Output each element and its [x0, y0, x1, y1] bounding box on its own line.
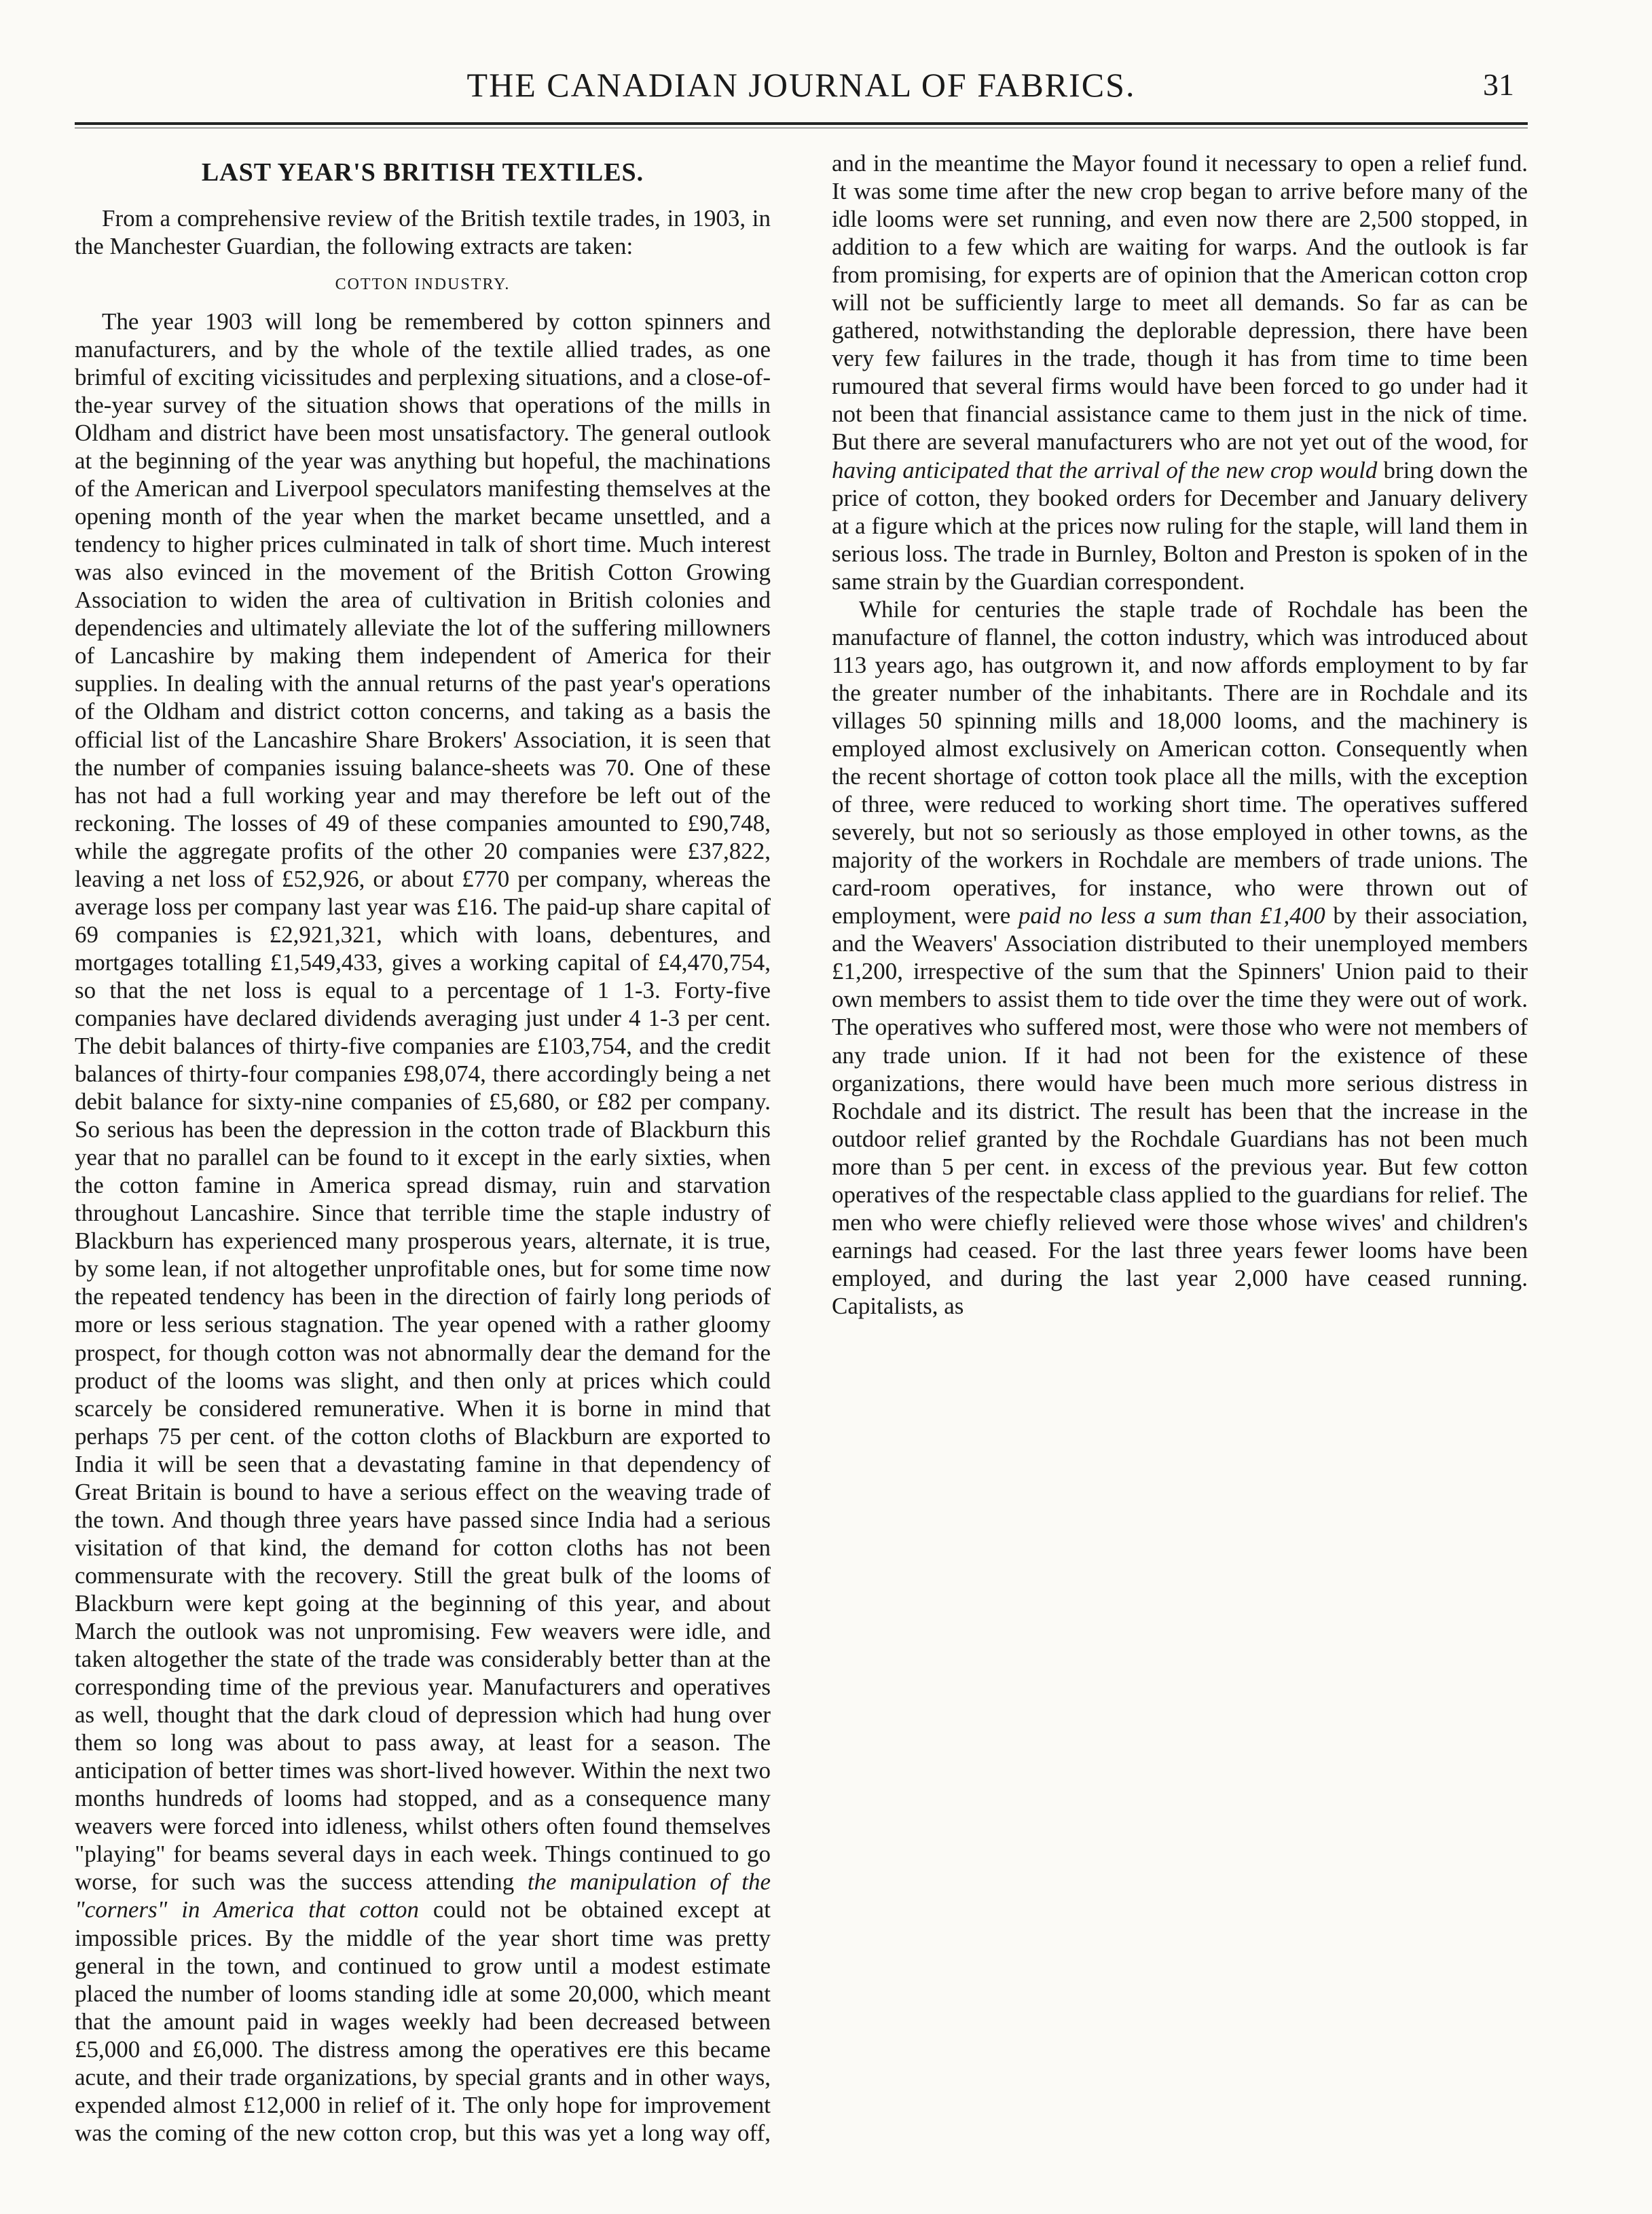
paragraph-2-text: While for centuries the staple trade of Rochdale has been the manufacture of flannel, the cotton industry, which was introduced about 113 years ago, has outgrown it, and now affords employment to by far the greater number of the inhabitants. There are in Rochdale and its villages 50 spinning mills and 18,000 looms, and the machinery is employed almost exclusively on American cotton. Consequently when the recent shortage of cotton took place all the mills, with the exception of three, were reduced to working short time. The operatives suffered severely, but not so seriously as those employed in other towns, as the majority of the workers in Rochdale are members of trade unions. The card-room operatives, for instance, who were thrown out of employment, were — [832, 595, 1528, 929]
running-title: THE CANADIAN JOURNAL OF FABRICS. — [466, 66, 1136, 104]
paragraph-2-text-end: by their association, and the Weavers' Association distributed to their unemployed members £1,200, irrespective of the sum that the Spinners' Union paid to their own members to assist them to tide over the time they were out of work. The operatives who suffered most, were those who were not members of any trade union. If it had not been for the existence of these organizations, there would have been much more serious distress in Rochdale and its district. The result has been that the increase in the outdoor relief granted by the Rochdale Guardians has not been much more than 5 per cent. in excess of the previous year. But few cotton operatives of the respectable class applied to the guardians for relief. The men who were chiefly relieved were those whose wives' and children's earnings had ceased. For the last three years fewer looms have been employed, and during the last year 2,000 have ceased running. Capitalists, as — [832, 902, 1528, 1319]
paragraph-1-italic-2: having anticipated that the arrival of the new crop would — [832, 456, 1378, 483]
article-intro: From a comprehensive review of the British textile trades, in 1903, in the Manchester Guardian, the following extracts are taken: — [75, 204, 771, 259]
paragraph-1-italic: the manipulation of the "corners" in America that cotton — [75, 1868, 771, 1923]
section-heading: COTTON INDUSTRY. — [335, 275, 511, 293]
paragraph-1-text: The year 1903 will long be remembered by cotton spinners and manufacturers, and by the whole of the textile allied trades, as one brimful of exciting vicissitudes and perplexing situations, and a close-of-the-year survey of the situation shows that operations of the mills in Oldham and district have been most unsatisfactory. The general outlook at the beginning of the year was anything but hopeful, the machinations of the American and Liverpool speculators manifesting themselves at the opening month of the year when the market became unsettled, and a tendency to higher prices culminated in talk of short time. Much interest was also evinced in the movement of the British Cotton Growing Association to widen the area of cultivation in British colonies and dependencies and ultimately alleviate the lot of the suffering millowners of Lancashire by making them independent of America for their supplies. In dealing with the annual returns of the past year's operations of the Oldham and district cotton concerns, and taking as a basis the official list of the Lancashire Share Brokers' Association, it is seen that the number of companies issuing balance-sheets was 70. One of these has not had a full working year and may therefore be left out of the reckoning. The losses of 49 of these companies amounted to £90,748, while the aggregate profits of the other 20 companies were £37,822, leaving a net loss of £52,926, or about £770 per company, whereas the average loss per company last year was £16. The paid-up share capital of 69 companies is £2,921,321, which with loans, debentures, and mortgages totalling £1,549,433, gives a working capital of £4,470,754, so that the net loss is equal to a percentage of 1 1-3. Forty-five companies have declared dividends averaging just under 4 1-3 per cent. The debit balances of thirty-five companies are £103,754, and the credit balances of thirty-four companies £98,074, there accordingly being a net debit balance for sixty-nine companies of £5,680, or £82 per company. So serious has been the depression in the cotton trade of Blackburn this year that no parallel can be found to it except in the early sixties, when the cotton famine in America spread dismay, ruin and starvation throughout Lancashire. Since that terrible time the staple industry of Blackburn has experienced many prosperous years, alternate, it is true, by some lean, if not altogether unprofitable ones, but for some time now the repeated tendency has been in the direction of fairly long periods of more or less serious stagnation. The year opened with a rather gloomy prospect, for though cotton was not abnormally dear the demand for the product of the looms was slight, and then only at prices which could scarcely be considered remunerative. When it is borne in mind that perhaps 75 per cent. of the cotton cloths of Blackburn are exported to India it will be seen that a devastating famine in that dependency of Great Britain is bound to have a serious effect on the weaving trade of the town. And though three years have passed since India had a serious visitation of that kind, the demand for cotton cloths has not been commensurate with the recovery. Still the great bulk of the looms of Blackburn were kept going at the beginning of this year, and about March the outlook was not unpromising. Few weavers were idle, and taken altogether the state of the trade was considerably better than at the corresponding time of the previous year. Manufacturers and operatives as well, thought that the dark cloud of depression which had hung over them so long was about to pass away, at least for a season. The anticipation of better times was short-lived however. Within the next two months hundreds of looms had stopped, and as a consequence many weavers were forced into idleness, whilst others often found themselves "playing" for beams several days in each week. Things continued to go worse, for such was the success attending — [75, 308, 771, 1896]
paragraph-1-text-cont: could not be obtained except at impossible prices. By the middle of the year short time was pretty general in the town, and continued to grow until a modest estimate placed the number of looms standing idle at some 20,000, which meant that the amount paid in wages weekly had been decreased between £5,000 and £6,000. The distress among the operatives ere this became acute, and their trade organizations, by special grants and in other ways, expended almost £12,000 in relief of it. The only hope for improvement was the coming of the new cotton crop, but this was yet a long way off, and in the meantime the Mayor found it necessary to open a relief fund. It was some time after the new crop began to arrive before many of the idle looms were set running, and even now there are 2,500 stopped, in addition to a few which are waiting for warps. And the outlook is far from promising, for experts are of opinion that the American cotton crop will not be sufficiently large to meet all demands. So far as can be gathered, notwithstanding the deplorable depression, there have been very few failures in the trade, though it has from time to time been rumoured that several firms would have been forced to go under had it not been that financial assistance came to them just in the nick of time. But there are several manufacturers who are not yet out of the wood, for — [75, 150, 1528, 2146]
page-number: 31 — [1483, 67, 1514, 102]
article-body — [75, 149, 1528, 2159]
header-rule — [75, 122, 1528, 125]
running-header — [75, 61, 1528, 109]
journal-page — [75, 61, 1528, 2166]
paragraph-2 — [832, 595, 1528, 1320]
paragraph-2-italic: paid no less a sum than £1,400 — [1018, 902, 1325, 929]
paragraph-1-text-end: bring down the price of cotton, they booked orders for December and January delivery at a figure which at the prices now ruling for the staple, will land them in serious loss. The trade in Burnley, Bolton and Preston is spoken of in the same strain by the Guardian correspondent. — [832, 456, 1528, 595]
article-title: LAST YEAR'S BRITISH TEXTILES. — [201, 158, 644, 187]
